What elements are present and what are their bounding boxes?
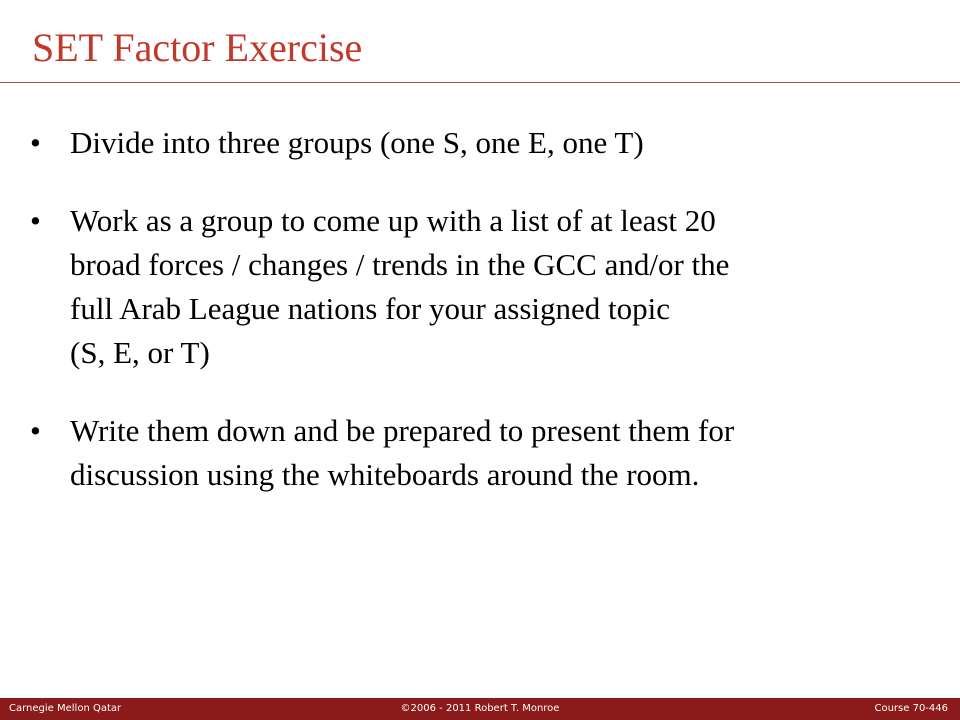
bullet-text-line: (S, E, or T)	[70, 335, 210, 370]
bullet-glyph: •	[30, 203, 41, 238]
bullet-item	[30, 199, 930, 375]
footer-institution: Carnegie Mellon Qatar	[9, 703, 122, 714]
bullet-text-line: Work as a group to come up with a list of at least 20	[70, 203, 716, 238]
bullet-item	[30, 121, 930, 165]
bullet-glyph: •	[30, 413, 41, 448]
bullet-text-line: broad forces / changes / trends in the GCC and/or the	[70, 247, 730, 282]
bullet-list	[30, 121, 930, 531]
bullet-item	[30, 409, 930, 497]
slide-title: SET Factor Exercise	[32, 25, 363, 70]
bullet-glyph: •	[30, 125, 41, 160]
title-divider	[0, 82, 960, 83]
footer-course: Course 70-446	[874, 703, 948, 714]
bullet-text-line: full Arab League nations for your assigned topic	[70, 291, 671, 326]
bullet-text-line: Divide into three groups (one S, one E, one T)	[70, 125, 644, 160]
bullet-text-line: Write them down and be prepared to present them for	[70, 413, 735, 448]
footer-bar	[0, 698, 960, 720]
bullet-text-line: discussion using the whiteboards around the room.	[70, 457, 700, 492]
footer-copyright: ©2006 - 2011 Robert T. Monroe	[400, 703, 560, 714]
